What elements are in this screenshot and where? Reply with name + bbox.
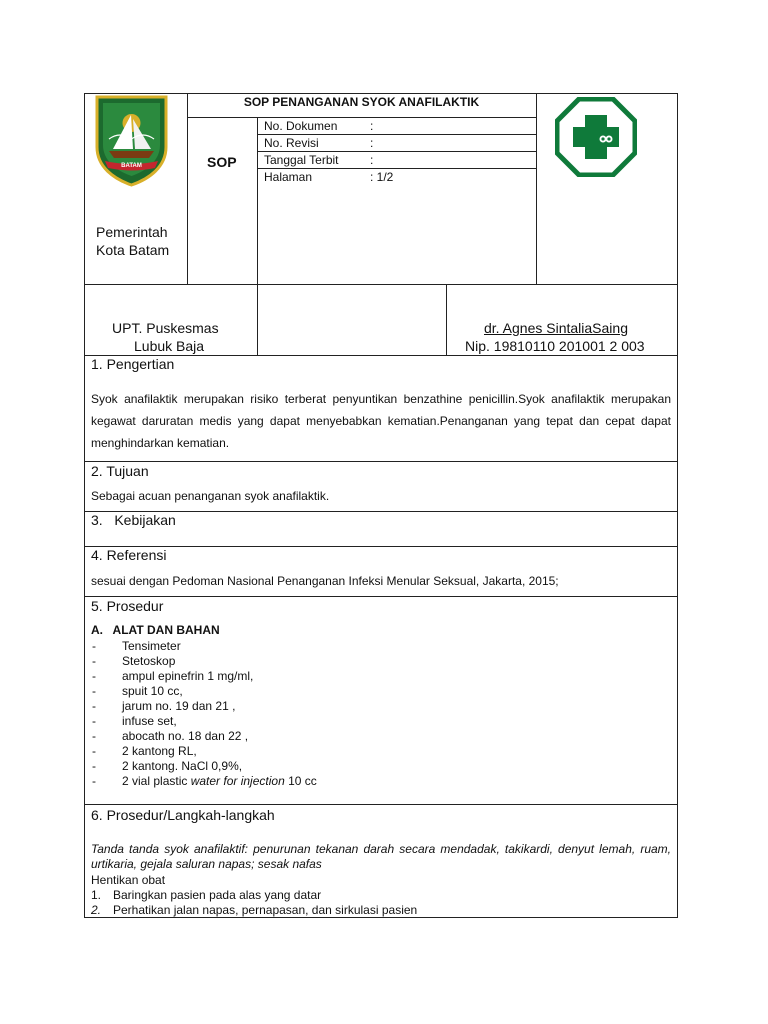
meta-label-page: Halaman [264, 170, 313, 184]
government-name-line1: Pemerintah [96, 224, 168, 240]
meta-value-page: : 1/2 [370, 170, 394, 184]
meta-value-document-number: : [370, 119, 374, 133]
grid-line [84, 596, 678, 597]
unit-name-line2: Lubuk Baja [134, 338, 205, 354]
grid-line [536, 93, 537, 284]
meta-label-document-number: No. Dokumen [264, 119, 338, 133]
step-number: 1. [91, 888, 102, 902]
sop-label: SOP [207, 154, 237, 170]
meta-value-issue-date: : [370, 153, 374, 167]
meta-label-issue-date: Tanggal Terbit [264, 153, 339, 167]
meta-value-revision: : [370, 136, 374, 150]
step-text: Perhatikan jalan napas, pernapasan, dan sirkulasi pasien [113, 903, 418, 917]
list-item-text: infuse set, [122, 714, 177, 728]
puskesmas-logo [555, 97, 637, 177]
batam-logo-text: BATAM [121, 163, 142, 169]
list-dash: - [92, 654, 96, 668]
list-dash: - [92, 669, 96, 683]
grid-line [84, 461, 678, 462]
grid-line [84, 804, 678, 805]
section-title-langkah: 6. Prosedur/Langkah-langkah [91, 807, 275, 823]
list-dash: - [92, 759, 96, 773]
section-text-referensi: sesuai dengan Pedoman Nasional Penanganan Infeksi Menular Seksual, Jakarta, 2015; [91, 574, 559, 588]
section-intro-langkah: Tanda tanda syok anafilaktif: penurunan tekanan darah secara mendadak, takikardi, denyut lemah, ruam, urtikaria, gejala saluran napas; sesak nafas [91, 842, 671, 871]
list-dash: - [92, 699, 96, 713]
list-item-text [122, 774, 317, 789]
section-title-pengertian: 1. Pengertian [91, 356, 175, 372]
batam-city-logo [93, 95, 170, 187]
document-title: SOP PENANGANAN SYOK ANAFILAKTIK [243, 95, 480, 109]
list-item-text: abocath no. 18 dan 22 , [122, 729, 249, 743]
list-item-text: Stetoskop [122, 654, 176, 668]
list-dash: - [92, 714, 96, 728]
step-number: 2. [91, 903, 102, 917]
government-name-line2: Kota Batam [96, 242, 170, 258]
list-item-text: Tensimeter [122, 639, 181, 653]
section-text-pengertian: Syok anafilaktik merupakan risiko terberat penyuntikan benzathine penicillin.Syok anafilaktik merupakan kegawat daruratan medis yang dapat menyebabkan kematian.Penanganan yang tepat dan cepat dapat menghindarkan kematian. [91, 392, 671, 450]
grid-line [187, 117, 536, 118]
list-item-text-part: 2 vial plastic [122, 774, 191, 788]
signer-nip: Nip. 19810110 201001 2 003 [465, 338, 645, 354]
grid-line [257, 151, 536, 152]
list-item-text: 2 kantong RL, [122, 744, 197, 758]
unit-name-line1: UPT. Puskesmas [112, 320, 219, 336]
grid-line [446, 284, 447, 355]
list-dash: - [92, 774, 96, 788]
grid-line [84, 284, 678, 285]
meta-label-revision: No. Revisi [264, 136, 319, 150]
list-item-text-italic: water for injection [190, 774, 285, 788]
grid-line [257, 168, 536, 169]
step-text: Baringkan pasien pada alas yang datar [113, 888, 322, 902]
grid-line [257, 118, 258, 284]
section-title-prosedur: 5. Prosedur [91, 598, 164, 614]
sop-document-frame [84, 93, 678, 918]
grid-line [257, 284, 258, 355]
signer-name: dr. Agnes SintaliaSaing [484, 320, 628, 336]
section-title-referensi: 4. Referensi [91, 547, 167, 563]
stop-drug-text: Hentikan obat [91, 873, 166, 887]
subheading-alat-dan-bahan: A. ALAT DAN BAHAN [91, 623, 220, 637]
list-item-text: 2 kantong. NaCl 0,9%, [122, 759, 243, 773]
grid-line [187, 93, 188, 284]
list-dash: - [92, 744, 96, 758]
section-title-tujuan: 2. Tujuan [91, 463, 149, 479]
list-item-text: spuit 10 cc, [122, 684, 183, 698]
list-item-text: ampul epinefrin 1 mg/ml, [122, 669, 254, 683]
list-item-text: jarum no. 19 dan 21 , [122, 699, 236, 713]
grid-line [84, 546, 678, 547]
section-text-tujuan: Sebagai acuan penanganan syok anafilaktik. [91, 489, 330, 503]
list-dash: - [92, 729, 96, 743]
list-item-text-part: 10 cc [284, 774, 317, 788]
list-dash: - [92, 684, 96, 698]
section-title-kebijakan: 3. Kebijakan [91, 512, 176, 528]
list-dash: - [92, 639, 96, 653]
grid-line [257, 134, 536, 135]
